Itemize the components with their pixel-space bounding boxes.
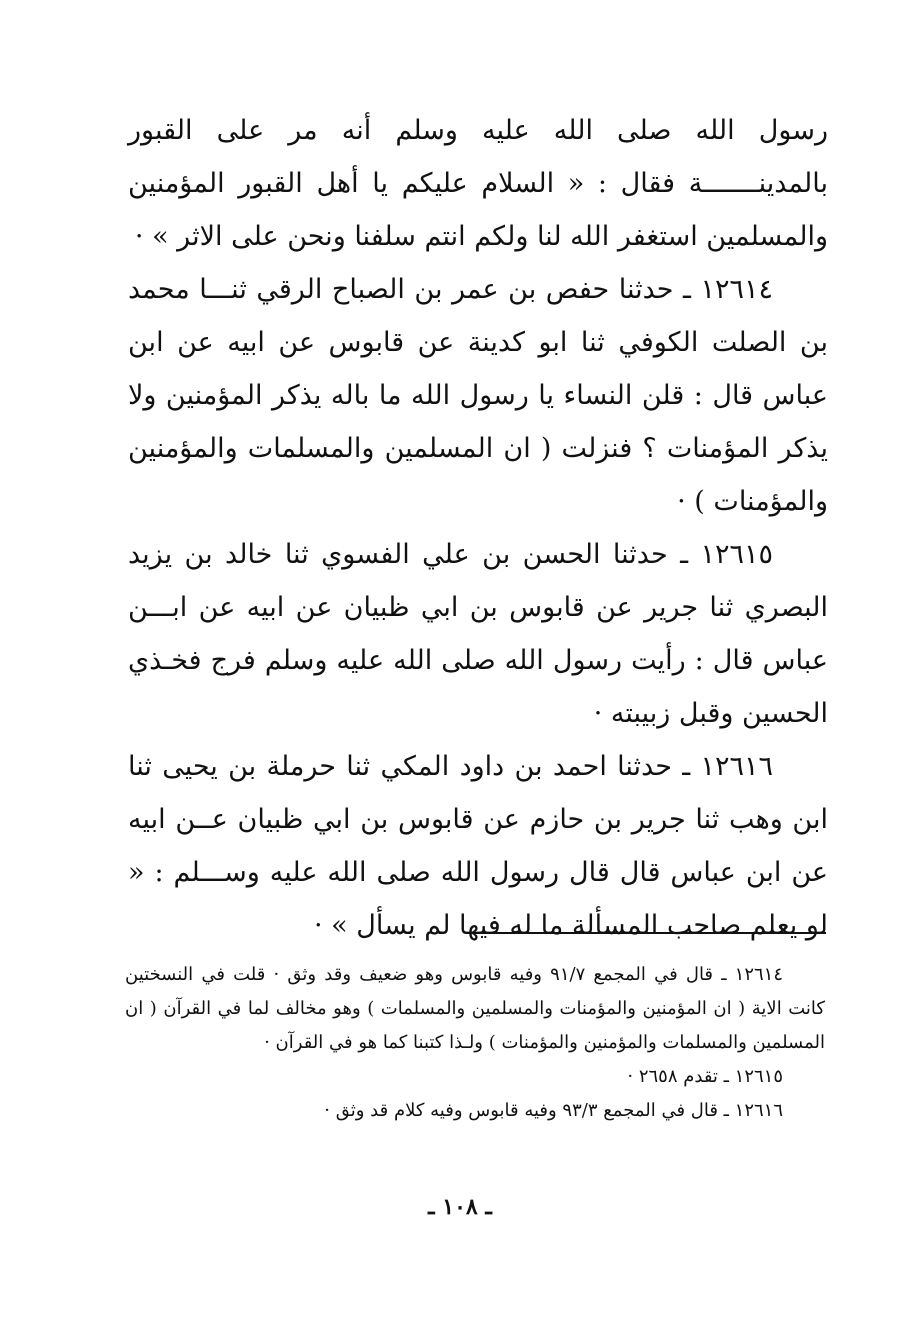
main-text-body	[128, 104, 828, 952]
hadith-12615: ١٢٦١٥ ـ حدثنا الحسن بن علي الفسوي ثنا خالد بن يزيد البصري ثنا جرير عن قابوس بن ابي ظبيان عن ابيه عن ابـــن عباس قال : رأيت رسول الله صلى الله عليه وسلم فرج فخـذي الحسين وقبل زبيبته ·	[128, 539, 828, 729]
hadith-12616: ١٢٦١٦ ـ حدثنا احمد بن داود المكي ثنا حرملة بن يحيى ثنا ابن وهب ثنا جرير بن حازم عن قابوس بن ابي ظبيان عــن ابيه عن ابن عباس قال قال رسول الله صلى الله عليه وســـلم : « لو يعلم صاحب المسألة ما له فيها لم يسأل » ·	[128, 751, 828, 941]
footnote-divider	[478, 932, 826, 934]
paragraph-continuation: رسول الله صلى الله عليه وسلم أنه مر على القبور بالمدينـــــــة فقال : « السلام عليكم يا أهل القبور المؤمنين والمسلمين استغفر الله لنا ولكم انتم سلفنا ونحن على الاثر » ·	[128, 115, 828, 252]
footnote-12615: ١٢٦١٥ ـ تقدم ٢٦٥٨ ·	[627, 1066, 783, 1087]
hadith-12614: ١٢٦١٤ ـ حدثنا حفص بن عمر بن الصباح الرقي ثنـــا محمد بن الصلت الكوفي ثنا ابو كدينة عن قابوس عن ابيه عن ابن عباس قال : قلن النساء يا رسول الله ما باله يذكر المؤمنين ولا يذكر المؤمنات ؟ فنزلت ( ان المسلمين والمسلمات والمؤمنين والمؤمنات ) ·	[128, 274, 828, 517]
footnotes-section	[125, 958, 825, 1128]
page-number: ـ ١٠٨ ـ	[428, 1194, 492, 1220]
footnote-12614: ١٢٦١٤ ـ قال في المجمع ٩١/٧ وفيه قابوس وهو ضعيف وقد وثق · قلت في النسختين كانت الاية ( ان المؤمنين والمؤمنات والمسلمين والمسلمات ) وهو مخالف لما في القرآن ( ان المسلمين والمسلمات والمؤمنين والمؤمنات ) ولـذا كتبنا كما هو في القرآن ·	[125, 964, 825, 1053]
footnote-12616: ١٢٦١٦ ـ قال في المجمع ٩٣/٣ وفيه قابوس وفيه كلام قد وثق ·	[324, 1100, 783, 1121]
